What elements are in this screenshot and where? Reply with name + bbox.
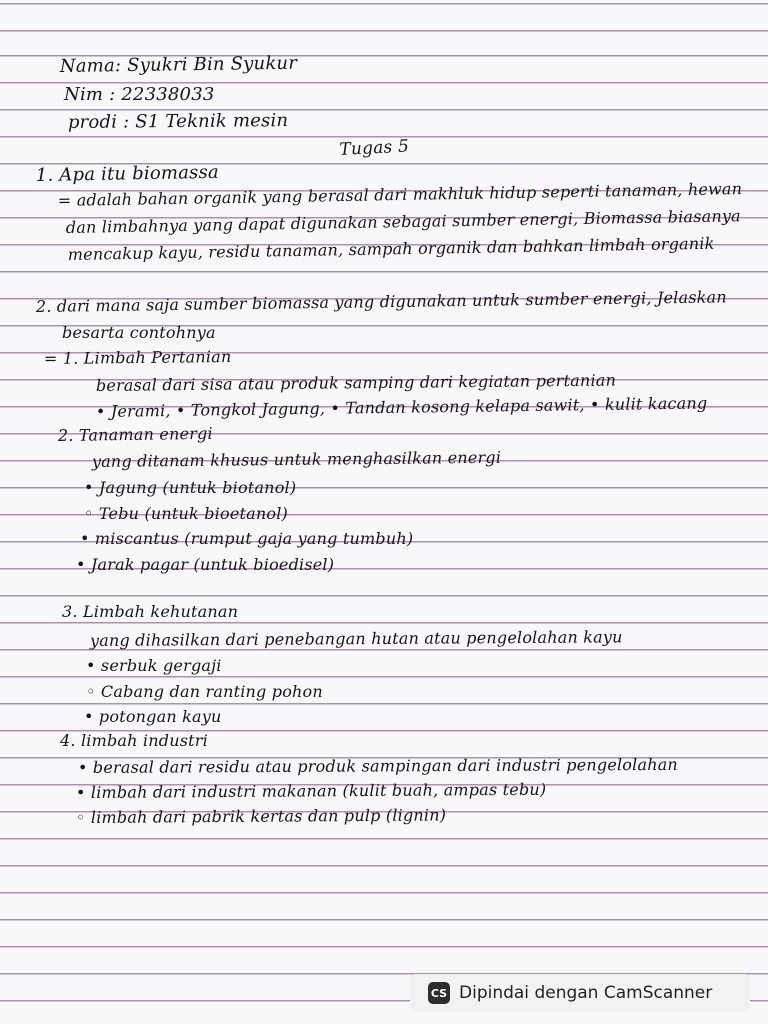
student-nim: Nim : 22338033 [64, 84, 215, 105]
section-4-item-2: • limbah dari industri makanan (kulit buah, ampas tebu) [75, 779, 547, 802]
section-3-item-1: • serbuk gergaji [86, 656, 222, 675]
section-4-heading: 4. limbah industri [60, 731, 208, 750]
camscanner-logo-icon: CS [428, 982, 450, 1004]
answer-1-line-2: dan limbahnya yang dapat digunakan sebagai sumber energi, Biomassa biasanya [65, 206, 741, 237]
section-4-item-3: ◦ limbah dari pabrik kertas dan pulp (lignin) [75, 805, 447, 827]
section-3-item-2: ◦ Cabang dan ranting pohon [86, 682, 323, 701]
section-3-heading: 3. Limbah kehutanan [62, 602, 239, 621]
section-1-heading: = 1. Limbah Pertanian [43, 347, 232, 368]
section-2-description: yang ditanam khusus untuk menghasilkan energi [91, 447, 502, 471]
section-3-description: yang dihasilkan dari penebangan hutan atau pengelolahan kayu [89, 627, 623, 650]
student-name: Nama: Syukri Bin Syukur [59, 52, 298, 77]
section-2-item-2: ◦ Tebu (untuk bioetanol) [84, 504, 288, 523]
section-2-item-4: • Jarak pagar (untuk bioedisel) [76, 555, 335, 574]
question-1: 1. Apa itu biomassa [35, 161, 220, 186]
camscanner-badge [410, 974, 750, 1012]
section-4-item-1: • berasal dari residu atau produk sampingan dari industri pengelolahan [77, 754, 678, 777]
section-2-item-3: • miscantus (rumput gaja yang tumbuh) [80, 529, 414, 548]
study-program: prodi : S1 Teknik mesin [67, 110, 289, 133]
answer-1-line-3: mencakup kayu, residu tanaman, sampah organik dan bahkan limbah organik [67, 233, 715, 264]
section-1-description: berasal dari sisa atau produk samping dari kegiatan pertanian [95, 370, 617, 395]
section-3-item-3: • potongan kayu [84, 707, 222, 726]
page-title: Tugas 5 [338, 136, 410, 160]
section-2-heading: 2. Tanaman energi [57, 423, 213, 445]
section-1-examples: • Jerami, • Tongkol Jagung, • Tandan kosong kelapa sawit, • kulit kacang [95, 393, 708, 421]
section-2-item-1: • Jagung (untuk biotanol) [84, 478, 297, 497]
answer-1-line-1: = adalah bahan organik yang berasal dari makhluk hidup seperti tanaman, hewan [57, 179, 743, 210]
camscanner-text: Dipindai dengan CamScanner [459, 983, 713, 1003]
question-2-line-2: besarta contohnya [62, 323, 216, 342]
question-2-line-1: 2. dari mana saja sumber biomassa yang digunakan untuk sumber energi, Jelaskan [35, 287, 727, 316]
